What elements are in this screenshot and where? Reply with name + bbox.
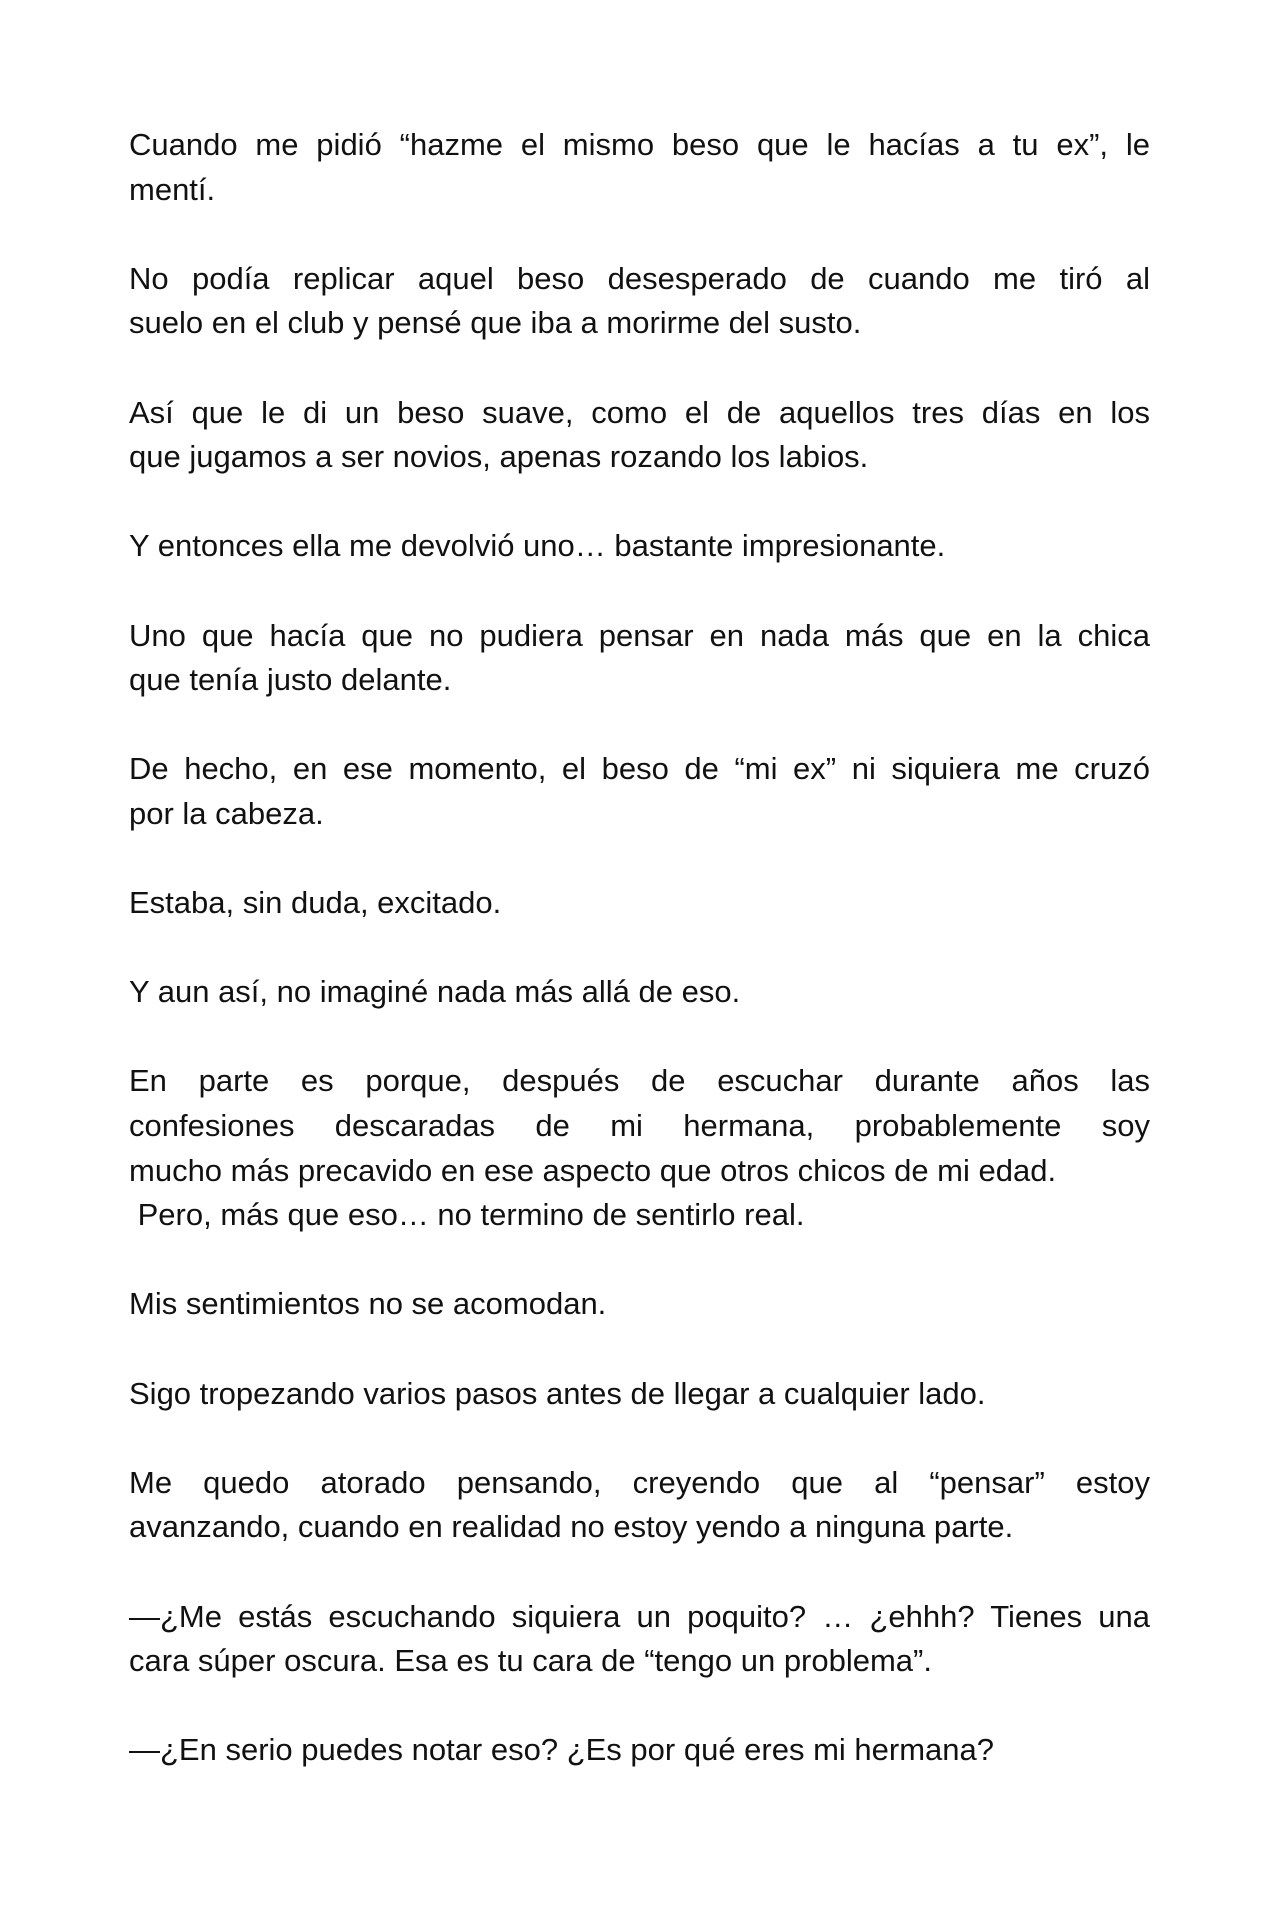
paragraph bbox=[129, 1372, 1150, 1417]
text-line: por la cabeza. bbox=[129, 795, 324, 831]
text-line: avanzando, cuando en realidad no estoy yendo a ninguna parte. bbox=[129, 1509, 1014, 1545]
paragraph bbox=[129, 614, 1150, 703]
paragraph bbox=[129, 1282, 1150, 1327]
text-line: De hecho, en ese momento, el beso de “mi ex” ni siquiera me cruzó bbox=[129, 751, 1150, 787]
text-line: Estaba, sin duda, excitado. bbox=[129, 885, 502, 921]
paragraph bbox=[129, 391, 1150, 480]
text-line: Me quedo atorado pensando, creyendo que al “pensar” estoy bbox=[129, 1464, 1150, 1500]
text-line: cara súper oscura. Esa es tu cara de “tengo un problema”. bbox=[129, 1643, 932, 1679]
paragraph bbox=[129, 1595, 1150, 1684]
paragraph bbox=[129, 1059, 1150, 1237]
paragraph bbox=[129, 524, 1150, 569]
text-line: suelo en el club y pensé que iba a morirme del susto. bbox=[129, 305, 862, 341]
text-line: Uno que hacía que no pudiera pensar en nada más que en la chica bbox=[129, 617, 1150, 653]
text-line: que tenía justo delante. bbox=[129, 662, 452, 698]
paragraph bbox=[129, 881, 1150, 926]
text-line: Así que le di un beso suave, como el de aquellos tres días en los bbox=[129, 394, 1150, 430]
paragraph bbox=[129, 1461, 1150, 1550]
paragraph bbox=[129, 123, 1150, 212]
paragraph bbox=[129, 1728, 1150, 1773]
text-line: En parte es porque, después de escuchar durante años las bbox=[129, 1063, 1150, 1099]
text-line: Mis sentimientos no se acomodan. bbox=[129, 1286, 607, 1322]
text-line: confesiones descaradas de mi hermana, probablemente soy bbox=[129, 1108, 1150, 1144]
text-line: —¿En serio puedes notar eso? ¿Es por qué eres mi hermana? bbox=[129, 1732, 995, 1768]
text-line: Sigo tropezando varios pasos antes de llegar a cualquier lado. bbox=[129, 1375, 986, 1411]
text-line: Y aun así, no imaginé nada más allá de eso. bbox=[129, 974, 741, 1010]
text-line: mucho más precavido en ese aspecto que otros chicos de mi edad. bbox=[129, 1152, 1057, 1188]
text-line: —¿Me estás escuchando siquiera un poquito? … ¿ehhh? Tienes una bbox=[129, 1598, 1150, 1634]
text-line: Cuando me pidió “hazme el mismo beso que le hacías a tu ex”, le bbox=[129, 127, 1150, 162]
text-line: que jugamos a ser novios, apenas rozando los labios. bbox=[129, 439, 869, 475]
text-line: No podía replicar aquel beso desesperado de cuando me tiró al bbox=[129, 260, 1150, 296]
body-text bbox=[129, 123, 1150, 1818]
text-line: mentí. bbox=[129, 171, 216, 207]
paragraph bbox=[129, 970, 1150, 1015]
paragraph bbox=[129, 747, 1150, 836]
text-line: Pero, más que eso… no termino de sentirlo real. bbox=[129, 1197, 805, 1233]
paragraph bbox=[129, 257, 1150, 346]
text-line: Y entonces ella me devolvió uno… bastante impresionante. bbox=[129, 528, 946, 564]
